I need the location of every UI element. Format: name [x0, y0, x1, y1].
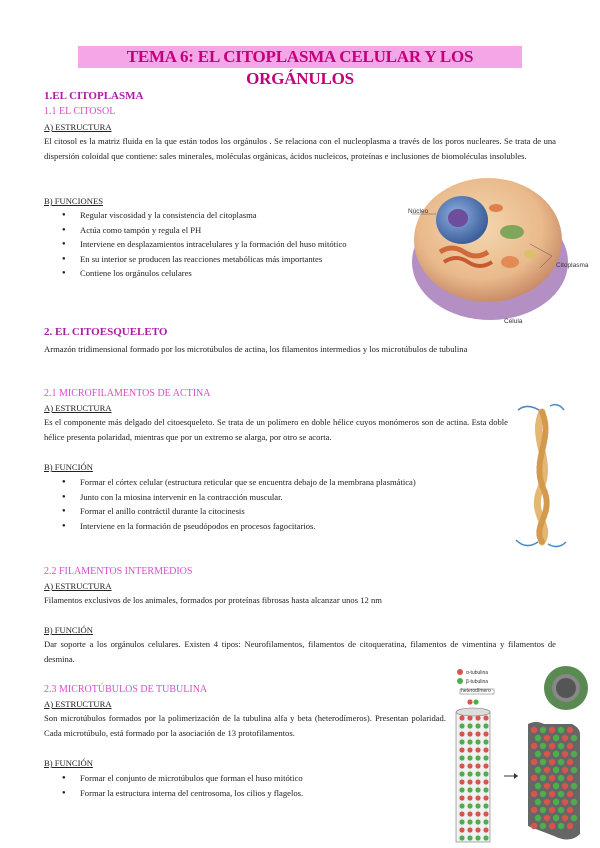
tubulin-dot	[558, 807, 564, 813]
tubulin-dot	[562, 799, 568, 805]
tubulin-dot	[483, 715, 488, 720]
tubulin-dot	[475, 723, 480, 728]
tubulin-dot	[483, 779, 488, 784]
tubulin-dot	[535, 799, 541, 805]
tubulin-dot	[459, 835, 464, 840]
actina-estructura-text: Es el componente más delgado del citoesqueleto. Se trata de un polímero en doble hélice cuyos monómeros son de actina. Esta doble hélice presenta polaridad, mientras que por un extremo se alarga, por otro se acorta.	[44, 417, 508, 442]
tubulin-dot	[558, 791, 564, 797]
tubulin-dot	[459, 723, 464, 728]
tubulin-dot	[553, 751, 559, 757]
estructura-label: A) ESTRUCTURA	[44, 122, 112, 132]
list-item: ● En su interior se producen las reacciones metabólicas más importantes	[62, 252, 402, 267]
list-item: ● Formar el conjunto de microtúbulos que forman el huso mitótico	[62, 771, 442, 786]
funcion-label: B) FUNCIÓN	[44, 462, 93, 472]
tubulin-dot	[467, 787, 472, 792]
tubulin-dot	[475, 755, 480, 760]
tubulin-dot	[567, 807, 573, 813]
tubulin-dot	[567, 791, 573, 797]
tubulin-dot	[562, 783, 568, 789]
microtubulos-funciones-list	[62, 771, 442, 800]
tubulin-dot	[459, 715, 464, 720]
tubulin-dot	[549, 775, 555, 781]
tubulin-dot	[483, 803, 488, 808]
tubulin-dot	[483, 819, 488, 824]
funcion-label: B) FUNCIÓN	[44, 758, 93, 768]
tubulin-dot	[483, 827, 488, 832]
tubulin-dot	[567, 775, 573, 781]
tubulin-dot	[562, 767, 568, 773]
tubulin-dot	[483, 739, 488, 744]
tubulin-dot	[467, 803, 472, 808]
tubulin-dot	[459, 731, 464, 736]
tubulin-dot	[459, 803, 464, 808]
tubulin-dot	[467, 827, 472, 832]
list-item: ● Formar el anillo contráctil durante la citocinesis	[62, 504, 512, 519]
tubulin-dot	[483, 795, 488, 800]
tubulin-dot	[562, 751, 568, 757]
tubulin-dot	[459, 747, 464, 752]
tubulin-dot	[571, 751, 577, 757]
tubulin-dot	[483, 747, 488, 752]
subsection-heading-microtubulos: 2.3 MICROTÚBULOS DE TUBULINA	[44, 684, 208, 695]
tubulin-dot	[467, 835, 472, 840]
tubulin-dot	[531, 823, 537, 829]
funcion-label: B) FUNCIÓN	[44, 625, 93, 635]
tubulin-dot	[540, 823, 546, 829]
tubulin-dot	[558, 823, 564, 829]
estructura-label: A) ESTRUCTURA	[44, 699, 112, 709]
tubulin-dot	[549, 727, 555, 733]
citoesqueleto-text: Armazón tridimensional formado por los microtúbulos de actina, los filamentos intermedios y los microtúbulos de tubulina	[44, 344, 468, 354]
tubulin-dot	[475, 763, 480, 768]
actin-filament-illustration	[512, 400, 572, 550]
tubulin-dot	[483, 723, 488, 728]
list-item: ● Interviene en la formación de pseudópodos en procesos fagocitarios.	[62, 519, 512, 534]
tubulin-dot	[531, 727, 537, 733]
tubulin-dot	[544, 735, 550, 741]
tubulin-dot	[467, 723, 472, 728]
tubulin-dot	[459, 739, 464, 744]
tubulin-dot	[535, 815, 541, 821]
tubulin-dot	[483, 787, 488, 792]
cell-illustration	[400, 162, 596, 330]
tubulin-dot	[540, 807, 546, 813]
tubulin-dot	[540, 759, 546, 765]
tubulin-dot	[544, 751, 550, 757]
section-heading-citoesqueleto: 2. EL CITOESQUELETO	[44, 326, 168, 338]
tubulin-dot	[567, 727, 573, 733]
tubulin-dot	[571, 815, 577, 821]
tubulin-dot	[467, 795, 472, 800]
tubulin-dot	[558, 743, 564, 749]
tubulin-dot	[567, 759, 573, 765]
tubulin-dot	[483, 731, 488, 736]
list-item: ● Formar el córtex celular (estructura reticular que se encuentra debajo de la membrana plasmática)	[62, 475, 512, 490]
subsection-heading-actina: 2.1 MICROFILAMENTOS DE ACTINA	[44, 388, 211, 399]
tubulin-dot	[562, 815, 568, 821]
tubulin-dot	[571, 799, 577, 805]
tubulin-dot	[475, 747, 480, 752]
label-beta: β-tubulina	[466, 679, 489, 685]
tubulin-dot	[549, 823, 555, 829]
citosol-funciones-list	[62, 208, 402, 281]
tubulin-dot	[459, 819, 464, 824]
tubulin-dot	[549, 791, 555, 797]
tubulin-dot	[467, 739, 472, 744]
filamentos-estructura-text: Filamentos exclusivos de los animales, formados por proteínas fibrosas hasta alcanzar unos 12 nm	[44, 595, 382, 605]
list-item: ● Formar la estructura interna del centrosoma, los cilios y flagelos.	[62, 786, 442, 801]
tubulin-dot	[571, 767, 577, 773]
tubulin-dot	[475, 827, 480, 832]
tubulin-dot	[571, 735, 577, 741]
tubulin-dot	[467, 747, 472, 752]
list-item: ● Junto con la miosina intervenir en la contracción muscular.	[62, 490, 512, 505]
tubulin-dot	[475, 803, 480, 808]
tubulin-dot	[467, 779, 472, 784]
tubulin-dot	[540, 775, 546, 781]
list-item: ● Regular viscosidad y la consistencia del citoplasma	[62, 208, 402, 223]
estructura-label: A) ESTRUCTURA	[44, 403, 112, 413]
list-item: ● Actúa como tampón y regula el PH	[62, 223, 402, 238]
tubulin-dot	[483, 755, 488, 760]
tubulin-dot	[459, 811, 464, 816]
list-item: ● Interviene en desplazamientos intracelulares y la formación del huso mitótico	[62, 237, 402, 252]
tubulin-dot	[558, 759, 564, 765]
tubulin-dot	[475, 819, 480, 824]
tubulin-dot	[549, 807, 555, 813]
page-title: TEMA 6: EL CITOPLASMA CELULAR Y LOS ORGÁNULOS	[78, 46, 522, 68]
tubulin-dot	[549, 759, 555, 765]
filamentos-funcion-text: Dar soporte a los orgánulos celulares. Existen 4 tipos: Neurofilamentos, filamentos de citoqueratina, filamentos de vimentina y filamentos de desmina.	[44, 639, 556, 664]
tubulin-dot	[567, 823, 573, 829]
tubulin-dot	[459, 755, 464, 760]
actina-funciones-list	[62, 475, 512, 533]
tubulin-dot	[553, 767, 559, 773]
tubulin-dot	[544, 815, 550, 821]
subsection-heading-citosol: 1.1 EL CITOSOL	[44, 106, 116, 117]
tubulin-dot	[475, 835, 480, 840]
funciones-label: B) FUNCIONES	[44, 196, 103, 206]
tubulin-dot	[467, 771, 472, 776]
tubulin-dot	[535, 783, 541, 789]
estructura-label: A) ESTRUCTURA	[44, 581, 112, 591]
tubulin-dot	[475, 811, 480, 816]
citosol-estructura-text: El citosol es la matriz fluida en la que están todos los orgánulos . Se relaciona con el nucleoplasma a través de los poros nucleares. Se trata de una dispersión coloidal que contiene: sales minerales, moléculas orgánicas, ácidos nucleicos, proteínas e inclusiones de biomoléculas insolubles.	[44, 136, 556, 161]
tubulin-dot	[549, 743, 555, 749]
tubulin-dot	[475, 771, 480, 776]
label-nucleo: Núcleo	[408, 208, 429, 215]
tubulin-dot	[535, 735, 541, 741]
label-heterodimero: heterodímero	[461, 688, 491, 694]
tubulin-dot	[540, 791, 546, 797]
tubulin-dot	[531, 791, 537, 797]
label-alfa: α-tubulina	[466, 670, 489, 676]
tubulin-dot	[558, 775, 564, 781]
tubulin-dot	[467, 731, 472, 736]
tubulin-dot	[459, 771, 464, 776]
tubulin-dot	[531, 807, 537, 813]
tubulin-dot	[459, 779, 464, 784]
tubulin-dot	[571, 783, 577, 789]
tubulin-dot	[553, 799, 559, 805]
tubulin-dot	[475, 787, 480, 792]
tubulin-dot	[475, 779, 480, 784]
tubulin-dot	[467, 755, 472, 760]
microtubulos-estructura-text: Son microtúbulos formados por la polimerización de la tubulina alfa y beta (heterodímeros). Presentan polaridad. Cada microtúbulo, está formado por la asociación de 13 protofilamentos.	[44, 713, 446, 738]
tubulin-dot	[531, 759, 537, 765]
tubulin-dot	[562, 735, 568, 741]
tubulin-dot	[535, 767, 541, 773]
tubulin-dot	[567, 743, 573, 749]
label-celula: Célula	[504, 318, 523, 325]
tubulin-dot	[475, 795, 480, 800]
tubulin-dot	[531, 743, 537, 749]
tubulin-dot	[483, 771, 488, 776]
tubulin-dot	[475, 731, 480, 736]
tubulin-dot	[535, 751, 541, 757]
tubulin-dot	[475, 715, 480, 720]
tubulin-dot	[467, 715, 472, 720]
label-citoplasma: Citoplasma	[556, 262, 589, 269]
tubulin-dot	[483, 835, 488, 840]
tubulin-dot	[467, 819, 472, 824]
tubulin-dot	[467, 811, 472, 816]
tubulin-dot	[553, 783, 559, 789]
tubulin-dot	[459, 763, 464, 768]
tubulin-dot	[483, 811, 488, 816]
tubulin-dot	[475, 739, 480, 744]
tubulin-dot	[544, 783, 550, 789]
tubulin-dot	[459, 827, 464, 832]
tubulin-dot	[544, 767, 550, 773]
tubulin-dot	[558, 727, 564, 733]
tubulin-dot	[544, 799, 550, 805]
list-item: ● Contiene los orgánulos celulares	[62, 266, 402, 281]
tubulin-dot	[483, 763, 488, 768]
tubulin-dot	[459, 787, 464, 792]
tubulin-dot	[531, 775, 537, 781]
tubulin-dot	[540, 727, 546, 733]
tubulin-dot	[553, 735, 559, 741]
tubulin-dot	[459, 795, 464, 800]
subsection-heading-filamentos: 2.2 FILAMENTOS INTERMEDIOS	[44, 566, 193, 577]
tubulin-dot	[553, 815, 559, 821]
tubulin-dot	[540, 743, 546, 749]
section-heading-citoplasma: 1.EL CITOPLASMA	[44, 90, 144, 102]
tubulin-dot	[467, 763, 472, 768]
